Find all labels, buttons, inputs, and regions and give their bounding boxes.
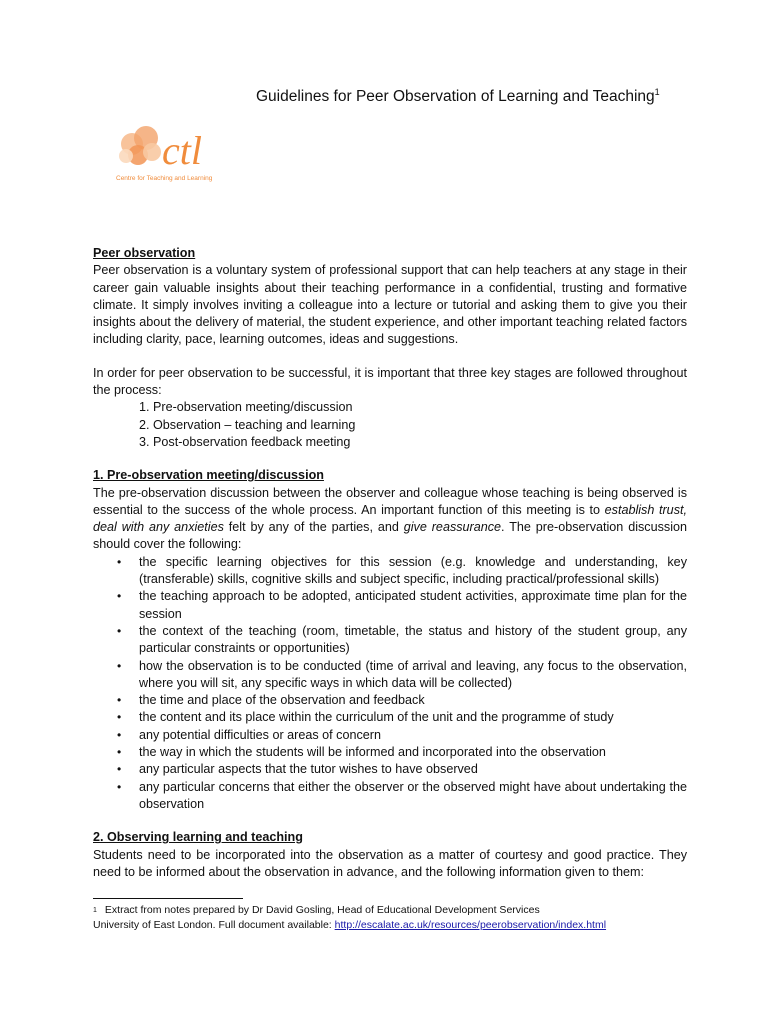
paragraph-peer-intro: Peer observation is a voluntary system of professional support that can help teachers at any stage in their career gain valuable insights about their teaching performance in a confidential, trusting and formative climate. It simply involves inviting a colleague into a lecture or tutorial and asking them to give you their insights about the delivery of material, the student experience, and other important teaching related factors including clarity, pace, learning outcomes, ideas and suggestions. xyxy=(93,263,687,347)
ctl-logo xyxy=(108,108,258,194)
paragraph-key-stages: In order for peer observation to be successful, it is important that three key stages are followed throughout the process: xyxy=(93,365,687,398)
stage-item: 1. Pre-observation meeting/discussion xyxy=(139,400,353,415)
bullet-item: • the context of the teaching (room, timetable, the status and history of the student group, any particular constraints or opportunities) xyxy=(139,623,687,658)
heading-observing: 2. Observing learning and teaching xyxy=(93,830,303,845)
paragraph-observing: Students need to be incorporated into the observation as a matter of courtesy and good practice. They need to be informed about the observation in advance, and the following information given to them: xyxy=(93,847,687,879)
bullet-item: • the content and its place within the curriculum of the unit and the programme of study xyxy=(139,709,687,726)
logo-subtitle: Centre for Teaching and Learning xyxy=(116,175,213,182)
emphasis-give-reassurance: give reassurance xyxy=(403,520,502,535)
stage-item: 3. Post-observation feedback meeting xyxy=(139,434,351,449)
heading-peer-observation: Peer observation xyxy=(93,246,196,260)
footnote-mark: 1 xyxy=(93,907,97,914)
bullet-item: • how the observation is to be conducted (time of arrival and leaving, any focus to the observation, where you will sit, any specific ways in which data will be collected) xyxy=(139,658,687,693)
footnote-separator xyxy=(93,898,243,899)
footnote-link[interactable]: http://escalate.ac.uk/resources/peerobservation/index.html xyxy=(334,919,607,931)
document-body xyxy=(93,245,687,881)
bullet-item: • any particular aspects that the tutor wishes to have observed xyxy=(139,761,687,778)
emphasis-establish-trust: establish trust, deal with any anxieties xyxy=(93,502,687,535)
title-text: Guidelines for Peer Observation of Learning and Teaching xyxy=(256,88,655,105)
paragraph-pre-observation: The pre-observation discussion between the observer and colleague whose teaching is being observed is essential to the success of the whole process. An important function of this meeting is to establish trust, deal with any anxieties felt by any of the parties, and give reassurance. The pre-observation discussion should cover the following: xyxy=(93,485,687,552)
bullet-item: • the time and place of the observation and feedback xyxy=(139,692,687,709)
heading-pre-observation: 1. Pre-observation meeting/discussion xyxy=(93,468,324,483)
stages-list xyxy=(93,399,687,451)
bullet-item: • the way in which the students will be informed and incorporated into the observation xyxy=(139,744,687,761)
document-title xyxy=(256,88,660,106)
stage-item: 2. Observation – teaching and learning xyxy=(139,417,356,432)
bullet-item: • any potential difficulties or areas of concern xyxy=(139,727,687,744)
title-footnote-mark: 1 xyxy=(654,87,660,97)
footnote-line-2: University of East London. Full document available: http://escalate.ac.uk/resources/peerobservation/index.html xyxy=(93,919,607,931)
footnote-line-1: $^1$ Extract from notes prepared by Dr David Gosling, Head of Educational Development Services xyxy=(93,904,540,916)
pre-observation-bullet-list xyxy=(93,554,687,813)
footnote xyxy=(93,903,693,933)
bullet-item: • any particular concerns that either the observer or the observed might have about undertaking the observation xyxy=(139,779,687,814)
bullet-item: • the specific learning objectives for this session (e.g. knowledge and understanding, key (transferable) skills, cognitive skills and subject specific, including practical/professional skills) xyxy=(139,554,687,589)
logo-letters: ctl xyxy=(162,128,202,173)
bullet-item: • the teaching approach to be adopted, anticipated student activities, approximate time plan for the session xyxy=(139,588,687,623)
